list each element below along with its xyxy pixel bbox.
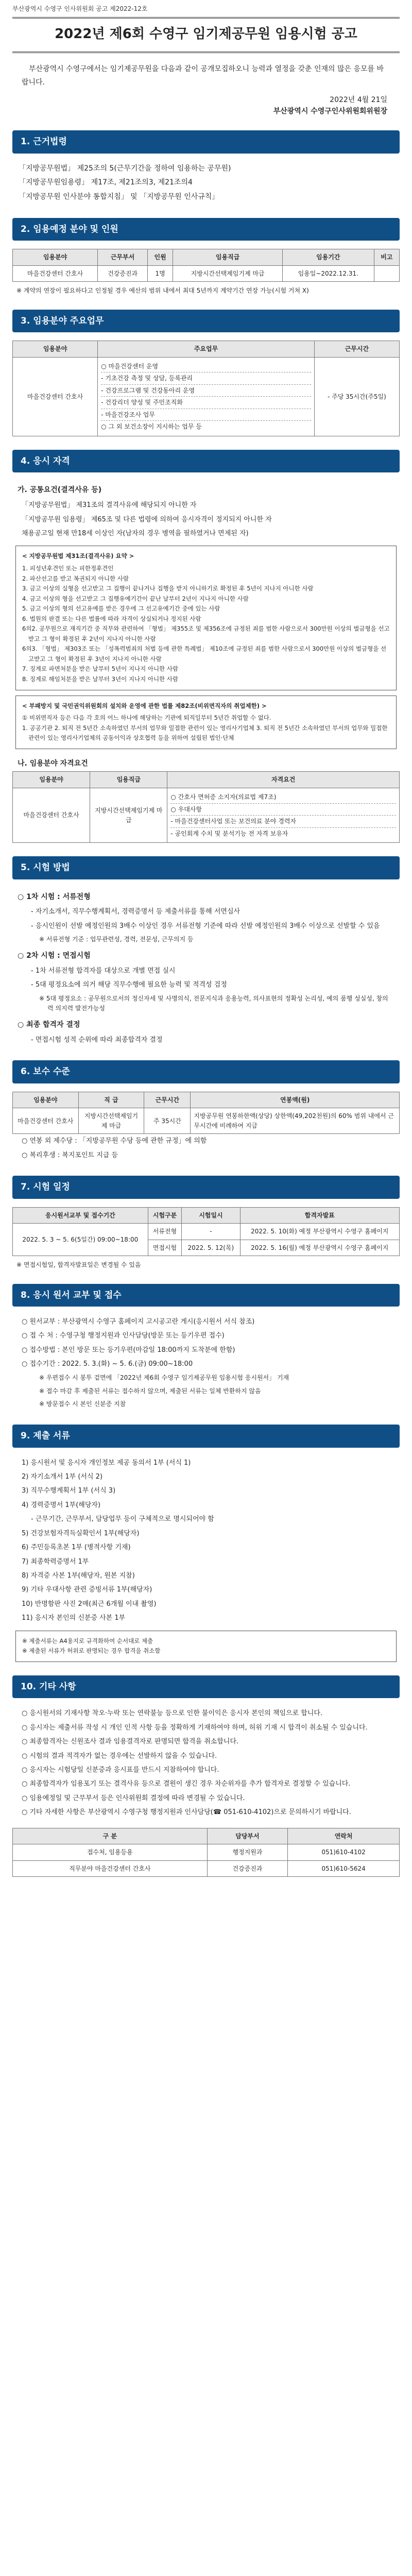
table-header: 근무부서	[98, 249, 148, 266]
list-item: - 자기소개서, 직무수행계획서, 경력증명서 등 제출서류를 통해 서면심사	[31, 908, 241, 916]
table-header: 연봉액(원)	[191, 1092, 400, 1108]
common-requirements-heading: 가. 공통요건(결격사유 등)	[18, 486, 102, 495]
table-cell	[374, 265, 399, 282]
table-cell: 2022. 5. 12(목)	[182, 1240, 240, 1256]
box-line: ※ 제출된 서류가 허위로 판명되는 경우 합격을 취소함	[22, 1647, 161, 1655]
table-cell: 서류전형	[148, 1224, 182, 1240]
section-schedule-heading: 7. 시험 일정	[12, 1176, 400, 1198]
intro-text: 부산광역시 수영구에서는 임기제공무원을 다음과 같이 공개모집하오니 능력과 열정을 갖춘 인재의 많은 응모를 바랍니다.	[22, 64, 384, 87]
box-line: 3. 금고 이상의 실형을 선고받고 그 집행이 끝나거나 집행을 받지 아니하기로 확정된 후 5년이 지나지 아니한 사람	[22, 585, 314, 592]
list-item: - 1차 서류전형 합격자를 대상으로 개별 면접 실시	[31, 967, 176, 975]
table-header: 응시원서교부 및 접수기간	[13, 1207, 148, 1224]
table-cell: 마을건강센터 간호사	[13, 1108, 79, 1134]
box-line: 5. 금고 이상의 형의 선고유예를 받은 경우에 그 선고유예기간 중에 있는 사람	[22, 605, 220, 613]
final-label: 최종 합격자 결정	[26, 1021, 80, 1029]
table-cell: 면접시험	[148, 1240, 182, 1256]
table-header: 담당부서	[207, 1828, 287, 1844]
box-line: 8. 징계로 해임처분을 받은 날부터 3년이 지나지 아니한 사람	[22, 675, 179, 683]
table-cell: 마을건강센터 간호사	[13, 788, 90, 843]
list-item: 10) 반명함판 사진 2매(최근 6개월 이내 촬영)	[22, 1600, 157, 1608]
stage1-label: 1차 시험 : 서류전형	[26, 892, 91, 901]
table-row	[13, 1108, 400, 1134]
list-item: ○ 최종합격자는 신원조사 결과 임용결격자로 판명되면 합격을 취소합니다.	[22, 1738, 239, 1746]
table-cell: 지방공무원 연봉하한액(상당) 상한액(49,202천원)의 60% 범위 내에서 근무시간에 비례하여 지급	[191, 1108, 400, 1134]
page-title: 2022년 제6회 수영구 임기제공무원 임용시험 공고	[12, 17, 400, 53]
list-item: ※ 우편접수 시 봉투 겉면에 「2022년 제6회 수영구 임기제공무원 임용시험 응시원서」 기재	[39, 1374, 289, 1381]
table-cell: 2022. 5. 16(월) 예정 부산광역시 수영구 홈페이지	[240, 1240, 399, 1256]
table-row	[13, 788, 400, 843]
duty-line: - 건강리더 양성 및 주민조직화	[101, 396, 311, 409]
table-cell: - 주당 35시간(주5일)	[314, 357, 399, 436]
table-header: 임용분야	[13, 772, 90, 788]
list-item: ※ 접수 마감 후 제출된 서류는 접수하지 않으며, 제출된 서류는 일체 반환하지 않음	[39, 1387, 261, 1395]
table-cell: 접수처, 임용등용	[13, 1844, 208, 1861]
list-item: ○ 연봉 외 제수당 : 「지방공무원 수당 등에 관한 규정」에 의함	[22, 1137, 207, 1145]
stage2-label: 2차 시험 : 면접시험	[26, 952, 91, 960]
list-item: ○ 접수방법 : 본인 방문 또는 등기우편(마감일 18:00까지 도착분에 한함)	[22, 1346, 235, 1354]
requirement-line: - 마을건강센터사업 또는 보건의료 분야 경력자	[170, 815, 396, 827]
table-cell: 주 35시간	[144, 1108, 191, 1134]
schedule-note: ※ 면접시험일, 합격자발표일은 변경될 수 있음	[16, 1261, 141, 1269]
positions-note: ※ 계약의 연장이 필요하다고 인정될 경우 예산의 범위 내에서 최대 5년까지 계약기간 연장 가능(시험 거쳐 X)	[16, 287, 309, 295]
section-documents-heading: 9. 제출 서류	[12, 1425, 400, 1447]
duty-line: - 기초건강 측정 및 상담, 등록관리	[101, 372, 311, 384]
schedule-table	[12, 1207, 400, 1257]
section-pay-heading: 6. 보수 수준	[12, 1060, 400, 1083]
box-line: 1. 공공기관 2. 퇴직 전 5년간 소속하였던 부서의 업무와 밀접한 관련이 있는 영리사기업체 3. 퇴직 전 5년간 소속하였던 부서의 업무와 밀접한 관련이 있는 영리사기업체의 공동이익과 상호협력 등을 위하여 설립된 법인·단체	[22, 724, 388, 742]
table-cell: 지방시간선택제임기제 마급	[90, 788, 167, 843]
table-header: 임용분야	[13, 249, 98, 266]
list-item: ○ 기타 자세한 사항은 부산광역시 수영구청 행정지원과 인사담당(☎ 051-610-4102)으로 문의하시기 바랍니다.	[22, 1808, 351, 1817]
table-cell: 2022. 5. 3 ~ 5. 6(5일간) 09:00~18:00	[13, 1224, 148, 1256]
documents-note-box	[15, 1631, 397, 1662]
table-header: 임용분야	[13, 341, 98, 357]
table-header: 직 급	[78, 1092, 144, 1108]
list-item: - 면접시험 성적 순위에 따라 최종합격자 결정	[31, 1036, 163, 1044]
table-cell: 051)610-4102	[288, 1844, 400, 1861]
list-item: ※ 서류전형 기준 : 업무관련성, 경력, 전문성, 근무의지 등	[39, 936, 194, 943]
table-cell: 지방시간선택제임기제 마급	[173, 265, 283, 282]
pay-table	[12, 1092, 400, 1134]
list-item: 2) 자기소개서 1부 (서식 2)	[22, 1472, 103, 1481]
table-header: 근무시간	[314, 341, 399, 357]
table-cell: 직무분야 마을건강센터 간호사	[13, 1860, 208, 1877]
table-cell: 건강증진과	[207, 1860, 287, 1877]
table-row	[13, 357, 400, 436]
box-line: 2. 파산선고를 받고 복권되지 아니한 사람	[22, 574, 129, 582]
list-item: 11) 응시자 본인의 신분증 사본 1부	[22, 1614, 126, 1622]
disqualification-box	[15, 546, 397, 690]
box-line: 6. 법원의 판결 또는 다른 법률에 따라 자격이 상실되거나 정지된 사람	[22, 615, 201, 622]
table-header: 주요업무	[98, 341, 315, 357]
issuer: 부산광역시 수영구인사위원회위원장	[273, 107, 387, 115]
section-other-heading: 10. 기타 사항	[12, 1675, 400, 1698]
box-line: ① 비위면직자 등은 다음 각 호의 어느 하나에 해당하는 기관에 퇴직일부터 5년간 취업할 수 없다.	[22, 714, 271, 722]
list-item: 8) 자격증 사본 1부(해당자, 원본 지참)	[22, 1572, 135, 1580]
box-title: < 지방공무원법 제31조(결격사유) 요약 >	[22, 552, 134, 560]
list-item: ○ 임용예정일 및 근무부서 등은 인사위원회 결정에 따라 변경될 수 있습니다.	[22, 1794, 245, 1802]
list-item: ○ 복리후생 : 복지포인트 지급 등	[22, 1151, 118, 1159]
section-positions-heading: 2. 임용예정 분야 및 인원	[12, 218, 400, 241]
section-exam-method-heading: 5. 시험 방법	[12, 856, 400, 879]
field-requirements-heading: 나. 임용분야 자격요건	[18, 759, 88, 768]
table-header: 임용기간	[282, 249, 374, 266]
duties-cell	[98, 357, 315, 436]
list-item: ○ 응시자는 제출서류 작성 시 개인 인적 사항 등을 정확하게 기재하여야 하며, 허위 기재 시 합격이 취소될 수 있습니다.	[22, 1723, 368, 1732]
table-header: 연락처	[288, 1828, 400, 1844]
table-cell: 건강증진과	[98, 265, 148, 282]
box-line: ※ 제출서류는 A4용지로 규격화하여 순서대로 제출	[22, 1637, 153, 1645]
table-cell: 051)610-5624	[288, 1860, 400, 1877]
list-item: 9) 기타 우대사항 관련 증빙서류 1부(해당자)	[22, 1586, 152, 1594]
table-cell: -	[182, 1224, 240, 1240]
list-item: 채용공고일 현재 만18세 이상인 자(남자의 경우 병역을 필하였거나 면제된 자)	[22, 529, 249, 537]
list-item: ○ 시험의 결과 적격자가 없는 경우에는 선발하지 않을 수 있습니다.	[22, 1752, 217, 1760]
section-legal-basis-heading: 1. 근거법령	[12, 130, 400, 153]
requirement-line: ○ 간호사 면허증 소지자(의료법 제7조)	[170, 793, 277, 801]
table-row	[13, 265, 400, 282]
list-item: ○ 응시원서의 기재사항 착오·누락 또는 연락불능 등으로 인한 불이익은 응시자 본인의 책임으로 합니다.	[22, 1709, 323, 1718]
list-item: 4) 경력증명서 1부(해당자)	[22, 1501, 101, 1509]
table-header: 자격요건	[167, 772, 400, 788]
table-cell: 1명	[147, 265, 173, 282]
section-qualification-heading: 4. 응시 자격	[12, 450, 400, 472]
requirement-line: - 공인회계 수치 및 분석기능 전 자격 보유자	[170, 827, 396, 840]
table-header: 임용직급	[90, 772, 167, 788]
notice-number: 부산광역시 수영구 인사위원회 공고 제2022-12호	[12, 5, 148, 12]
requirement-line: ○ 우대사항	[170, 803, 396, 816]
notice-date: 2022년 4월 21일	[330, 96, 387, 105]
table-cell: 지방시간선택제임기제 마급	[78, 1108, 144, 1134]
stage1-heading: ○ 1차 시험 : 서류전형	[18, 892, 91, 901]
table-header: 근무시간	[144, 1092, 191, 1108]
employment-restriction-box	[15, 696, 397, 749]
list-item: 「지방공무원법」 제31조의 결격사유에 해당되지 아니한 자	[22, 501, 197, 510]
table-cell: 2022. 5. 10(화) 예정 부산광역시 수영구 홈페이지	[240, 1224, 399, 1240]
legal-basis-list	[12, 162, 400, 205]
duty-line: ○ 마을건강센터 운영	[101, 362, 159, 370]
table-cell: 마을건강센터 간호사	[13, 357, 98, 436]
list-item: ○ 응시자는 시험당일 신분증과 응시표를 반드시 지참하여야 합니다.	[22, 1766, 219, 1774]
list-item: 「지방공무원 임용령」 제65조 및 다른 법령에 의하여 응시자격이 정지되지 아니한 자	[22, 515, 272, 523]
list-item: - 5대 평정요소에 의거 해당 직무수행에 필요한 능력 및 적격성 검정	[31, 981, 227, 989]
requirements-cell	[167, 788, 400, 843]
list-item: ※ 5대 평정요소 : 공무원으로서의 정신자세 및 사명의식, 전문지식과 응용능력, 의사표현의 정확성 논리성, 예의 품행 성실성, 창의력 의지력 발전가능성	[39, 994, 388, 1012]
final-heading: ○ 최종 합격자 결정	[18, 1021, 80, 1029]
duty-line: - 건강프로그램 및 건강동아리 운영	[101, 384, 311, 397]
duty-line: ○ 그 외 보건소장이 지시하는 업무 등	[101, 420, 311, 433]
list-item: 6) 주민등록초본 1부 (병적사항 기재)	[22, 1544, 131, 1552]
table-cell: 마을건강센터 간호사	[13, 265, 98, 282]
table-row	[13, 1844, 400, 1861]
list-item: 7) 최종학력증명서 1부	[22, 1557, 89, 1566]
list-item: ○ 최종합격자가 임용포기 또는 결격사유 등으로 결원이 생긴 경우 차순위자를 추가 합격자로 결정할 수 있습니다.	[22, 1780, 351, 1788]
table-header: 임용직급	[173, 249, 283, 266]
list-item: 「지방공무원임용령」 제17조, 제21조의3, 제21조의4	[19, 178, 193, 187]
table-header: 구 분	[13, 1828, 208, 1844]
section-duties-heading: 3. 임용분야 주요업무	[12, 310, 400, 332]
duties-table	[12, 341, 400, 436]
list-item: 「지방공무원법」 제25조의 5(근무기간을 정하여 임용하는 공무원)	[19, 164, 231, 173]
list-item: - 응시인원이 선발 예정인원의 3배수 이상인 경우 서류전형 기준에 따라 선발 예정인원의 3배수 이상으로 선발할 수 있음	[31, 922, 380, 930]
table-row	[13, 1860, 400, 1877]
list-item: ○ 원서교부 : 부산광역시 수영구 홈페이지 고시공고란 게시(응시원서 서식 참조)	[22, 1318, 255, 1326]
list-item: 5) 건강보험자격득실확인서 1부(해당자)	[22, 1529, 140, 1537]
list-item: ○ 접수기간 : 2022. 5. 3.(화) ~ 5. 6.(금) 09:00~18:00	[22, 1360, 193, 1368]
table-header: 시험일시	[182, 1207, 240, 1224]
table-header: 임용분야	[13, 1092, 79, 1108]
duty-line: - 마을건강조사 업무	[101, 409, 311, 421]
table-header: 인원	[147, 249, 173, 266]
box-line: 7. 징계로 파면처분을 받은 날부터 5년이 지나지 아니한 사람	[22, 665, 179, 673]
table-header: 시험구분	[148, 1207, 182, 1224]
box-line: 1. 피성년후견인 또는 피한정후견인	[22, 564, 114, 572]
table-header: 합격자발표	[240, 1207, 399, 1224]
list-item: - 근무기간, 근무부서, 담당업무 등이 구체적으로 명시되어야 함	[31, 1515, 214, 1523]
list-item: ○ 접 수 처 : 수영구청 행정지원과 인사담당(방문 또는 등기우편 접수)	[22, 1332, 225, 1340]
section-application-heading: 8. 응시 원서 교부 및 접수	[12, 1284, 400, 1307]
table-row	[13, 1224, 400, 1240]
box-title: < 부패방지 및 국민권익위원회의 설치와 운영에 관한 법률 제82조(비위면직자의 취업제한) >	[22, 702, 267, 709]
box-line: 4. 금고 이상의 형을 선고받고 그 집행유예기간이 끝난 날부터 2년이 지나지 아니한 사람	[22, 595, 249, 602]
box-line: 6의3. 「형법」 제303조 또는 「성폭력범죄의 처벌 등에 관한 특례법」 제10조에 규정된 죄를 범한 사람으로서 300만원 이상의 벌금형을 선고받고 그 형이 확정된 후 3년이 지나지 아니한 사람	[22, 645, 387, 663]
requirements-table	[12, 771, 400, 843]
list-item: ※ 방문접수 시 본인 신분증 지참	[39, 1400, 126, 1408]
stage2-heading: ○ 2차 시험 : 면접시험	[18, 952, 91, 960]
list-item: 1) 응시원서 및 응시자 개인정보 제공 동의서 1부 (서식 1)	[22, 1459, 191, 1467]
list-item: 「지방공무원 인사분야 통합지침」 및 「지방공무원 인사규칙」	[19, 193, 219, 201]
box-line: 6의2. 공무원으로 재직기간 중 직무와 관련하여 「형법」 제355조 및 제356조에 규정된 죄를 범한 사람으로서 300만원 이상의 벌금형을 선고받고 그 형이 확정된 후 2년이 지나지 아니한 사람	[22, 625, 390, 642]
table-cell: 행정지원과	[207, 1844, 287, 1861]
list-item: 3) 직무수행계획서 1부 (서식 3)	[22, 1487, 116, 1495]
contact-table	[12, 1828, 400, 1877]
table-header: 비고	[374, 249, 399, 266]
table-cell: 임용일~2022.12.31.	[282, 265, 374, 282]
positions-table	[12, 249, 400, 282]
